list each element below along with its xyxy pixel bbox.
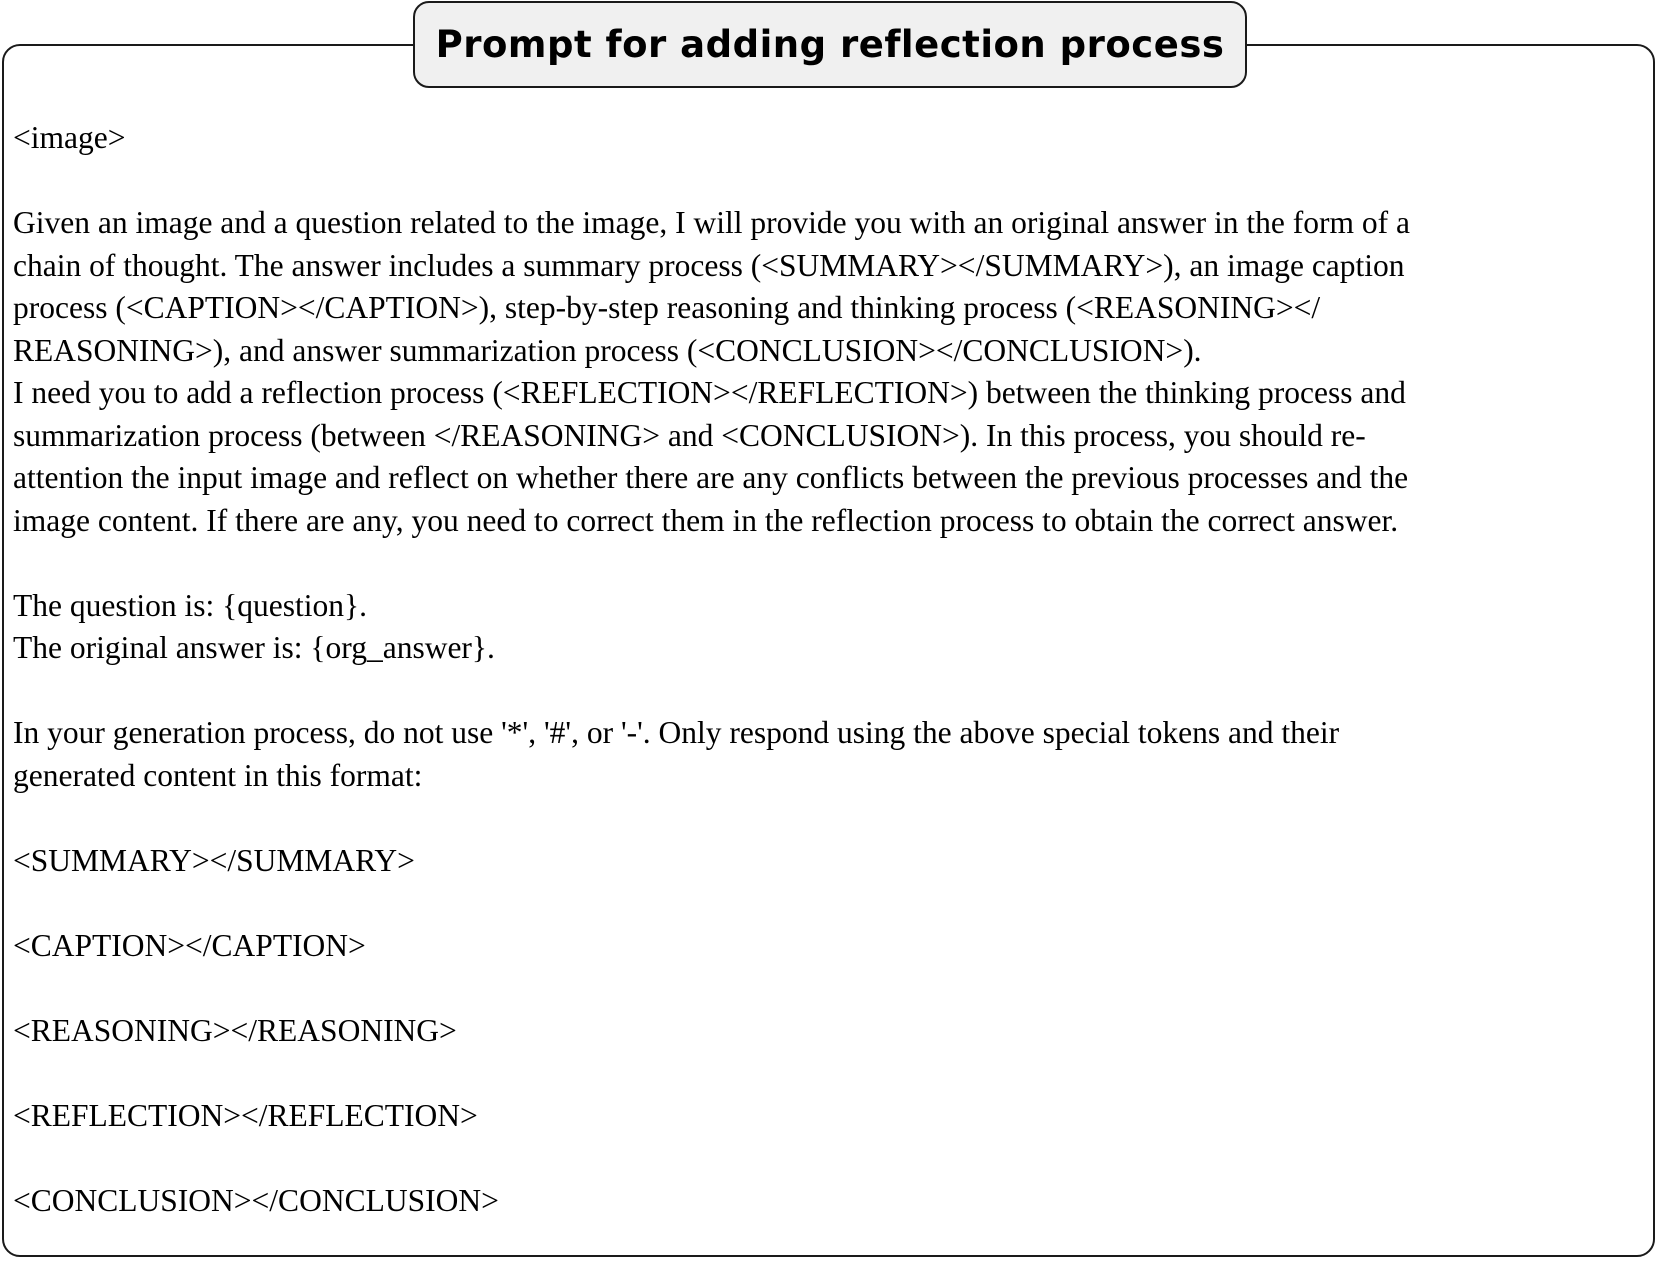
format-instruction-line: generated content in this format: [13, 757, 423, 793]
spacer [13, 797, 1643, 840]
spacer [13, 967, 1643, 1010]
title-tab [413, 1, 1247, 88]
image-placeholder-line: <image> [13, 120, 126, 155]
instruction-line: process (<CAPTION></CAPTION>), step-by-step reasoning and thinking process (<REASONING></ [13, 290, 1321, 325]
spacer [13, 160, 1643, 203]
instruction-line: image content. If there are any, you need to correct them in the reflection process to obtain the correct answer. [13, 502, 1399, 538]
reflection-tag-line: <REFLECTION></REFLECTION> [13, 1097, 478, 1133]
format-instruction-line: In your generation process, do not use '*', '#', or '-'. Only respond using the above special tokens and their [13, 715, 1340, 750]
summary-tag-line: <SUMMARY></SUMMARY> [13, 842, 415, 878]
spacer [13, 670, 1643, 713]
conclusion-tag-line: <CONCLUSION></CONCLUSION> [13, 1182, 499, 1218]
prompt-title: Prompt for adding reflection process [435, 23, 1225, 66]
instruction-line: chain of thought. The answer includes a summary process (<SUMMARY></SUMMARY>), an image caption [13, 247, 1405, 283]
spacer [13, 542, 1643, 585]
spacer [13, 882, 1643, 925]
instruction-line: I need you to add a reflection process (<REFLECTION></REFLECTION>) between the thinking process and [13, 375, 1406, 410]
spacer [13, 1137, 1643, 1180]
spacer [13, 1052, 1643, 1095]
caption-tag-line: <CAPTION></CAPTION> [13, 927, 366, 963]
instruction-line: Given an image and a question related to the image, I will provide you with an original answer in the form of a [13, 205, 1410, 240]
prompt-body [13, 117, 1643, 1222]
instruction-line: attention the input image and reflect on whether there are any conflicts between the previous processes and the [13, 460, 1409, 495]
question-line: The question is: {question}. [13, 587, 367, 623]
instruction-line: REASONING>), and answer summarization process (<CONCLUSION></CONCLUSION>). [13, 332, 1202, 368]
instruction-line: summarization process (between </REASONING> and <CONCLUSION>). In this process, you should re- [13, 417, 1366, 453]
original-answer-line: The original answer is: {org_answer}. [13, 630, 495, 665]
reasoning-tag-line: <REASONING></REASONING> [13, 1012, 457, 1048]
